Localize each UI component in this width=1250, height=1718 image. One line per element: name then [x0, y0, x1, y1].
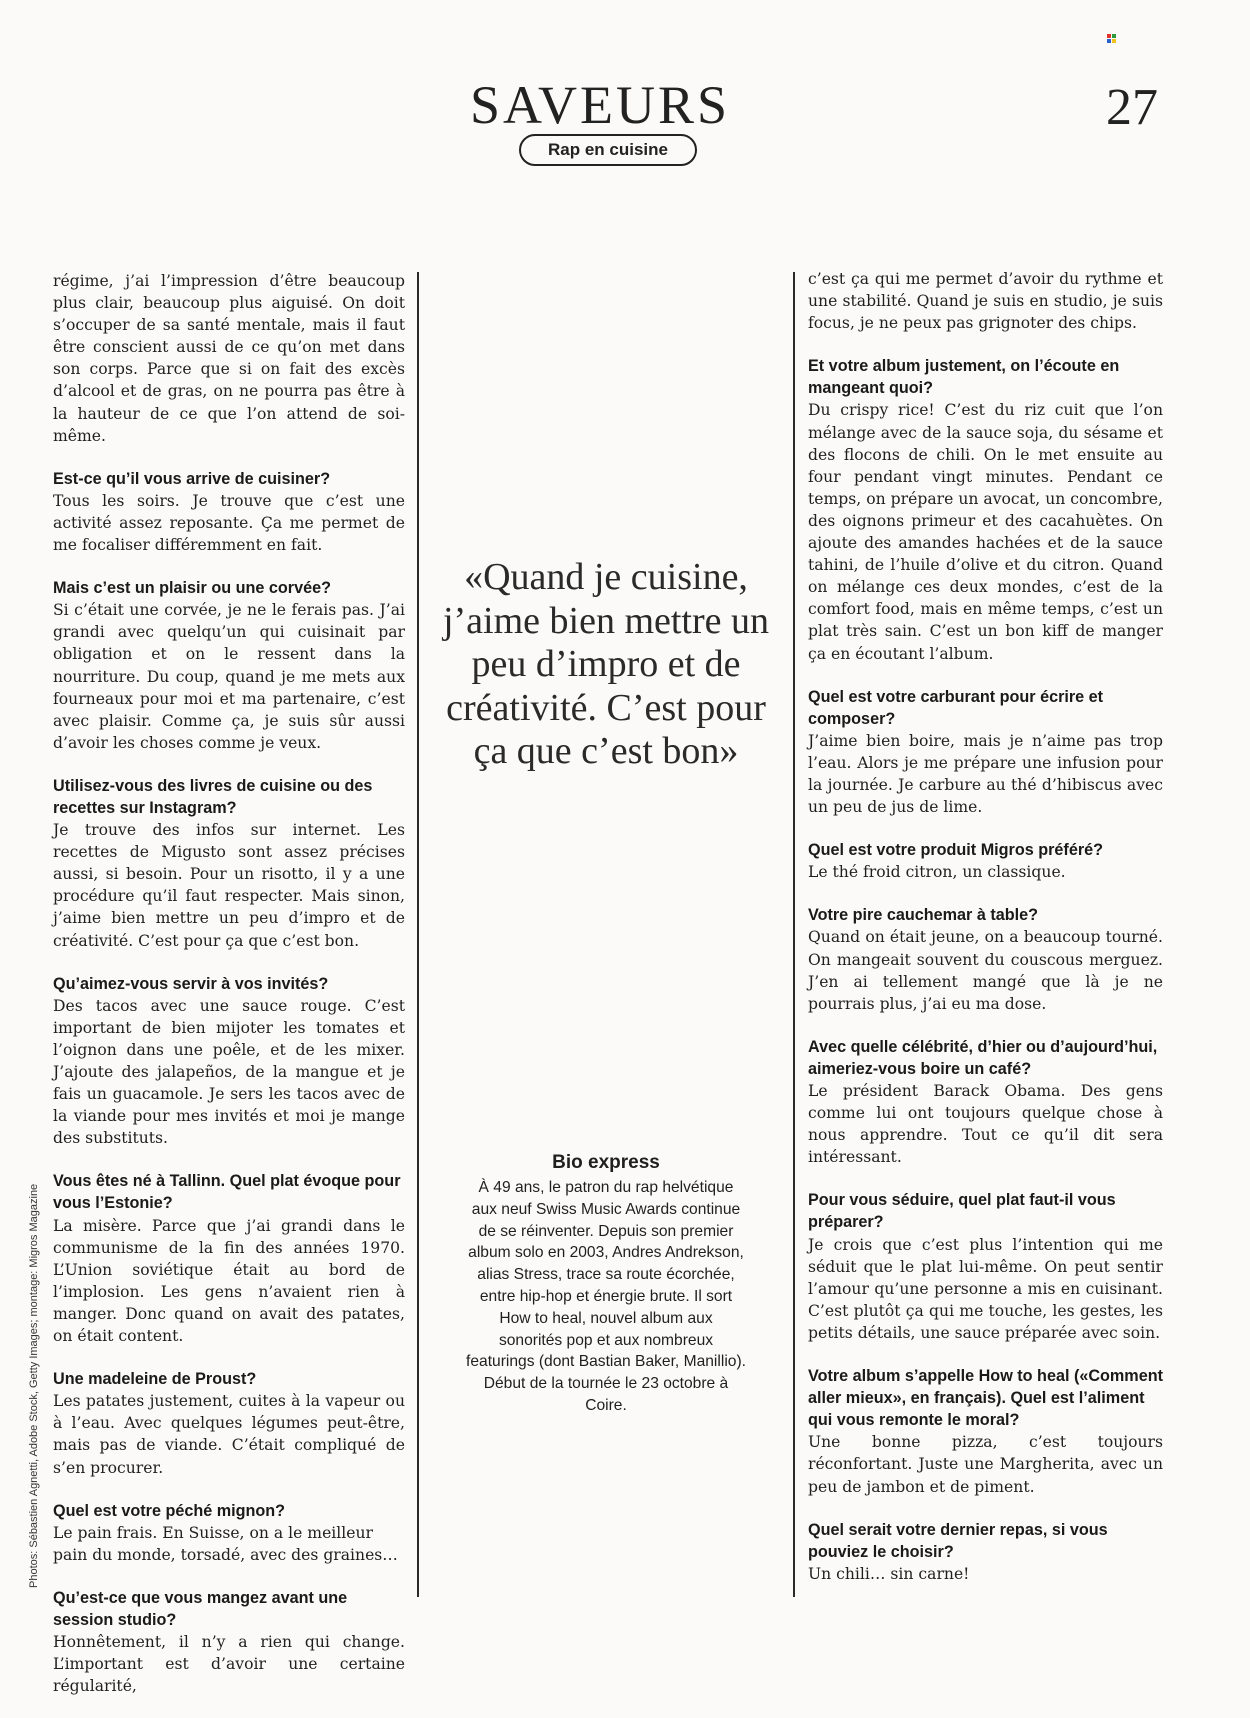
bio-text: À 49 ans, le patron du rap helvétique aux neuf Swiss Music Awards continue de se réinventer. Depuis son premier album solo en 2003, Andres Andrekson, alias Stress, trace sa route écorchée, entre hip-hop et énergie brute. Il sort How to heal, nouvel album aux sonorités pop et aux nombreux featurings (dont Bastian Baker, Manillio). Début de la tournée le 23 octobre à Coire.	[466, 1179, 746, 1414]
question: Quel est votre péché mignon?	[53, 1501, 286, 1520]
qa-block	[808, 355, 1163, 664]
question: Vous êtes né à Tallinn. Quel plat évoque pour vous l’Estonie?	[53, 1172, 401, 1213]
section-title: SAVEURS	[469, 75, 731, 135]
qa-block	[808, 904, 1163, 1014]
answer: La misère. Parce que j’ai grandi dans le communisme de la fin des années 1970. L’Union soviétique était au bord de l’implosion. Les gens n’avaient rien à manger. Donc quand on avait des patates, on était content.	[53, 1216, 405, 1346]
answer: Je trouve des infos sur internet. Les recettes de Migusto sont assez précises aussi, si besoin. Pour un risotto, il y a une procédure qu’il faut respecter. Mais sinon, j’aime bien mettre un peu d’impro et de créativité. C’est pour ça que c’est bon.	[53, 821, 405, 950]
qa-block	[808, 1365, 1163, 1498]
answer: c’est ça qui me permet d’avoir du rythme et une stabilité. Quand je suis en studio, je suis focus, je ne peux pas grignoter des chips.	[808, 270, 1163, 333]
qa-block	[53, 270, 405, 447]
qa-block	[808, 268, 1163, 334]
answer: Le président Barack Obama. Des gens comme lui ont toujours quelque chose à nous apprendre. Tout ce qu’il dit sera intéressant.	[808, 1082, 1163, 1167]
qa-block	[53, 973, 405, 1150]
question: Utilisez-vous des livres de cuisine ou des recettes sur Instagram?	[53, 776, 373, 817]
photo-credit: Photos: Sébastien Agnetti, Adobe Stock, Getty Images; montage: Migros Magazine	[28, 1183, 40, 1588]
question: Votre album s’appelle How to heal («Comment aller mieux», en français). Quel est l’aliment qui vous remonte le moral?	[808, 1367, 1163, 1430]
answer: Je crois que c’est plus l’intention qui me séduit que le plat lui-même. On peut sentir l’amour qu’une personne a mis en cuisinant. C’est plutôt ça qui me touche, les gestes, les petits détails, une sauce préparée avec soin.	[808, 1235, 1163, 1342]
answer: Si c’était une corvée, je ne le ferais pas. J’ai grandi avec quelqu’un qui cuisinait par obligation et on le ressent dans la nourriture. Du coup, quand je me mets aux fourneaux pour moi et ma partenaire, c’est avec plaisir. Comme ça, je suis sûr aussi d’avoir les choses comme je veux.	[53, 601, 405, 752]
left-column	[53, 270, 405, 1718]
qa-block	[53, 1170, 405, 1347]
section-tag: Rap en cuisine	[519, 134, 697, 166]
bio-box	[466, 1152, 746, 1417]
answer: Quand on était jeune, on a beaucoup tourné. On mangeait souvent du couscous merguez. J’en ai tellement mangé que là je ne pourrais plus, j’ai eu ma dose.	[808, 928, 1163, 1013]
qa-block	[808, 839, 1163, 883]
answer: Le pain frais. En Suisse, on a le meilleur pain du monde, torsadé, avec des graines…	[53, 1523, 398, 1564]
answer: Des tacos avec une sauce rouge. C’est important de bien mijoter les tomates et l’oignon dans une poêle, et de les mixer. J’ajoute des jalapeños, de la mangue et je fais un guacamole. Je sers les tacos avec de la viande pour mes invités et moi je mange des substituts.	[53, 996, 405, 1148]
answer: Tous les soirs. Je trouve que c’est une activité assez reposante. Ça me permet de me focaliser différemment en fait.	[53, 491, 405, 555]
qa-block	[808, 1036, 1163, 1169]
question: Et votre album justement, on l’écoute en mangeant quoi?	[808, 357, 1120, 398]
answer: Honnêtement, il n’y a rien qui change. L’important est d’avoir une certaine régularité,	[53, 1633, 405, 1696]
qa-block	[53, 468, 405, 556]
question: Qu’est-ce que vous mangez avant une session studio?	[53, 1588, 348, 1629]
question: Quel serait votre dernier repas, si vous pouviez le choisir?	[808, 1520, 1108, 1561]
page-number: 27	[1106, 79, 1158, 136]
column-divider	[793, 272, 795, 1597]
color-mark-icon	[1107, 34, 1116, 43]
qa-block	[53, 1368, 405, 1478]
answer: régime, j’ai l’impression d’être beaucoup plus clair, beaucoup plus aiguisé. On doit s’occuper de sa santé mentale, mais il faut être conscient aussi de ce qu’on met dans son corps. Parce que si on fait des excès d’alcool et de gras, on ne pourra pas être à la hauteur de ce que l’on attend de soi-même.	[53, 272, 405, 445]
question: Qu’aimez-vous servir à vos invités?	[53, 974, 329, 993]
answer: Les patates justement, cuites à la vapeur ou à l’eau. Avec quelques légumes peut-être, mais pas de viande. C’était compliqué de s’en procurer.	[53, 1392, 405, 1477]
question: Avec quelle célébrité, d’hier ou d’aujourd’hui, aimeriez-vous boire un café?	[808, 1037, 1158, 1078]
qa-block	[808, 1189, 1163, 1344]
answer: Une bonne pizza, c’est toujours réconfortant. Juste une Margherita, avec un peu de jambon et de piment.	[808, 1433, 1163, 1496]
bio-title: Bio express	[552, 1152, 660, 1173]
qa-block	[53, 1587, 405, 1697]
question: Mais c’est un plaisir ou une corvée?	[53, 579, 331, 598]
question: Est-ce qu’il vous arrive de cuisiner?	[53, 469, 331, 488]
answer: Un chili… sin carne!	[808, 1564, 970, 1583]
qa-block	[808, 686, 1163, 819]
answer: J’aime bien boire, mais je n’aime pas trop l’eau. Alors je me prépare une infusion pour la journée. Je carbure au thé d’hibiscus avec un peu de jus de lime.	[808, 731, 1163, 817]
answer: Le thé froid citron, un classique.	[808, 863, 1066, 882]
column-divider	[417, 272, 419, 1597]
right-column	[808, 268, 1163, 1606]
qa-block	[53, 775, 405, 952]
question: Pour vous séduire, quel plat faut-il vous préparer?	[808, 1191, 1116, 1232]
pull-quote: «Quand je cuisine, j’aime bien mettre un peu d’impro et de créativité. C’est pour ça que c’est bon»	[442, 556, 770, 772]
question: Quel est votre carburant pour écrire et composer?	[808, 687, 1104, 728]
question: Une madeleine de Proust?	[53, 1370, 257, 1389]
question: Votre pire cauchemar à table?	[808, 906, 1039, 925]
qa-block	[53, 577, 405, 754]
answer: Du crispy rice! C’est du riz cuit que l’on mélange avec de la sauce soja, du sésame et des flocons de chili. On le met ensuite au four pendant vingt minutes. Pendant ce temps, on prépare un avocat, un concombre, des oignons primeur et des cacahuètes. On ajoute des amandes hachées et de la sauce tahini, de l’huile d’olive et du citron. Quand on mélange ces deux mondes, c’est de la comfort food, mais en même temps, c’est un plat très sain. C’est un bon kiff de manger ça en écoutant l’album.	[808, 401, 1163, 663]
qa-block	[53, 1500, 405, 1566]
qa-block	[808, 1519, 1163, 1585]
question: Quel est votre produit Migros préféré?	[808, 841, 1104, 860]
